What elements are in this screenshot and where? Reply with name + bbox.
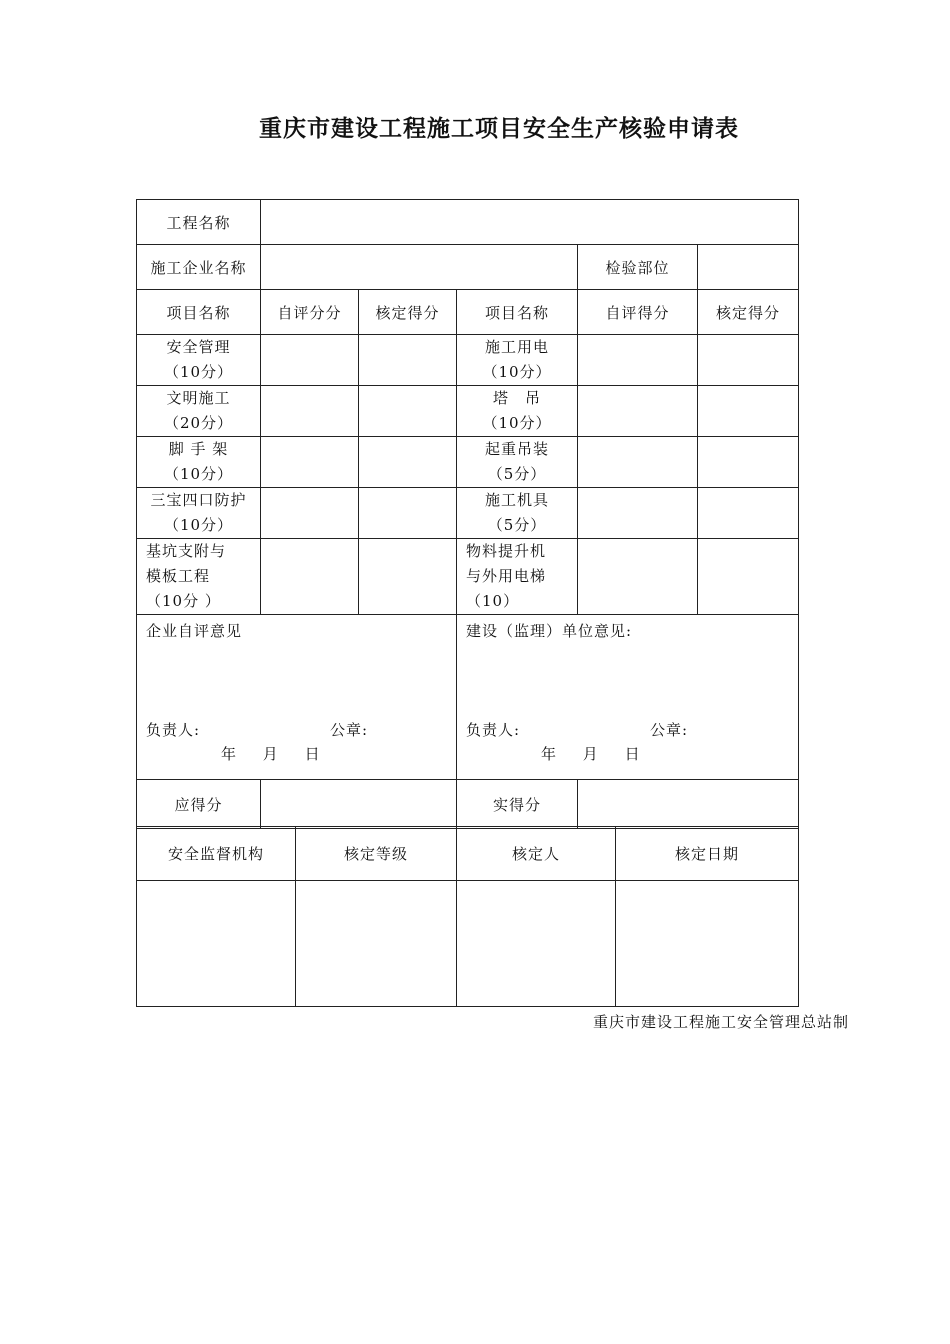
self-score-right-cell[interactable]: [578, 386, 698, 437]
header-verifier: 核定人: [457, 827, 616, 881]
header-agency: 安全监督机构: [137, 827, 296, 881]
grade-field[interactable]: [296, 881, 457, 1007]
item-left: [137, 539, 261, 615]
item-right-name: 起重吊装: [484, 440, 549, 458]
item-right-name: 施工用电: [484, 338, 549, 356]
item-left-name: 基坑支附与: [146, 542, 227, 560]
self-score-left-cell[interactable]: [261, 488, 359, 539]
score-row: [137, 335, 799, 386]
company-opinion-heading: 企业自评意见: [146, 622, 243, 640]
supervisor-seal-label: 公章:: [650, 721, 689, 739]
score-row: [137, 386, 799, 437]
header-verified-score-left: 核定得分: [359, 290, 457, 335]
item-right: [457, 386, 578, 437]
item-right: [457, 335, 578, 386]
item-right-points: （10）: [466, 592, 520, 610]
header-item-left: 项目名称: [137, 290, 261, 335]
item-right-points: （10分）: [482, 414, 552, 432]
verified-score-left-cell[interactable]: [359, 539, 457, 615]
company-opinion-box[interactable]: [137, 615, 457, 780]
date-field[interactable]: [616, 881, 799, 1007]
opinion-row: [137, 615, 799, 780]
verified-score-left-cell[interactable]: [359, 335, 457, 386]
self-score-left-cell[interactable]: [261, 437, 359, 488]
actual-score-field[interactable]: [578, 780, 799, 829]
actual-score-label: 实得分: [457, 780, 578, 829]
item-left-points: （10分）: [163, 516, 234, 534]
month-label: 月: [582, 745, 599, 763]
item-left-name: 脚 手 架: [168, 440, 229, 458]
verified-score-left-cell[interactable]: [359, 488, 457, 539]
item-left-points: （20分）: [163, 414, 234, 432]
verified-score-right-cell[interactable]: [698, 488, 799, 539]
inspection-part-label: 检验部位: [578, 245, 698, 290]
header-date: 核定日期: [616, 827, 799, 881]
self-score-left-cell[interactable]: [261, 386, 359, 437]
company-responsible-label: 负责人:: [146, 721, 201, 739]
day-label: 日: [304, 745, 321, 763]
item-right: [457, 488, 578, 539]
company-seal-label: 公章:: [330, 721, 369, 739]
month-label: 月: [262, 745, 279, 763]
item-left-name-cont: 模板工程: [146, 567, 211, 585]
company-name-field[interactable]: [261, 245, 578, 290]
verification-entry-row: [137, 881, 799, 1007]
should-score-label: 应得分: [137, 780, 261, 829]
verification-table: [136, 826, 799, 1007]
item-left-name: 三宝四口防护: [150, 491, 247, 509]
inspection-part-field[interactable]: [698, 245, 799, 290]
project-name-label: 工程名称: [137, 200, 261, 245]
item-left-points: （10分）: [163, 465, 234, 483]
company-name-row: [137, 245, 799, 290]
self-score-right-cell[interactable]: [578, 335, 698, 386]
item-right-name: 塔 吊: [492, 389, 541, 407]
self-score-right-cell[interactable]: [578, 437, 698, 488]
header-self-score-left: 自评分分: [261, 290, 359, 335]
item-right-points: （10分）: [482, 363, 552, 381]
item-right-name: 物料提升机: [466, 542, 547, 560]
self-score-right-cell[interactable]: [578, 488, 698, 539]
agency-field[interactable]: [137, 881, 296, 1007]
item-left-points: （10分）: [163, 363, 234, 381]
year-label: 年: [221, 745, 238, 763]
day-label: 日: [624, 745, 641, 763]
item-left: [137, 488, 261, 539]
item-left-points: （10分 ）: [146, 592, 221, 610]
score-row: [137, 488, 799, 539]
issuer-footer: 重庆市建设工程施工安全管理总站制: [593, 1013, 850, 1031]
company-date-line: [221, 743, 341, 764]
form-title: 重庆市建设工程施工项目安全生产核验申请表: [259, 115, 739, 142]
year-label: 年: [541, 745, 558, 763]
company-name-label: 施工企业名称: [137, 245, 261, 290]
header-self-score-right: 自评得分: [578, 290, 698, 335]
item-left: [137, 335, 261, 386]
application-table: [136, 199, 799, 829]
item-left: [137, 437, 261, 488]
supervisor-responsible-label: 负责人:: [466, 721, 521, 739]
header-verified-score-right: 核定得分: [698, 290, 799, 335]
score-header-row: [137, 290, 799, 335]
item-left-name: 文明施工: [166, 389, 231, 407]
header-item-right: 项目名称: [457, 290, 578, 335]
project-name-row: [137, 200, 799, 245]
supervisor-date-line: [541, 743, 661, 764]
item-left: [137, 386, 261, 437]
item-right: [457, 437, 578, 488]
self-score-right-cell[interactable]: [578, 539, 698, 615]
score-row: [137, 437, 799, 488]
score-total-row: [137, 780, 799, 829]
header-grade: 核定等级: [296, 827, 457, 881]
verified-score-right-cell[interactable]: [698, 437, 799, 488]
verification-header-row: [137, 827, 799, 881]
project-name-field[interactable]: [261, 200, 799, 245]
self-score-left-cell[interactable]: [261, 335, 359, 386]
verifier-field[interactable]: [457, 881, 616, 1007]
score-row: [137, 539, 799, 615]
supervisor-opinion-heading: 建设（监理）单位意见:: [466, 622, 633, 640]
item-right: [457, 539, 578, 615]
should-score-field[interactable]: [261, 780, 457, 829]
verified-score-left-cell[interactable]: [359, 386, 457, 437]
item-right-name-cont: 与外用电梯: [466, 567, 547, 585]
verified-score-right-cell[interactable]: [698, 386, 799, 437]
item-right-points: （5分）: [487, 465, 547, 483]
verified-score-right-cell[interactable]: [698, 539, 799, 615]
item-right-points: （5分）: [487, 516, 547, 534]
item-left-name: 安全管理: [166, 338, 231, 356]
item-right-name: 施工机具: [484, 491, 549, 509]
self-score-left-cell[interactable]: [261, 539, 359, 615]
verified-score-left-cell[interactable]: [359, 437, 457, 488]
verified-score-right-cell[interactable]: [698, 335, 799, 386]
supervisor-opinion-box[interactable]: [457, 615, 799, 780]
